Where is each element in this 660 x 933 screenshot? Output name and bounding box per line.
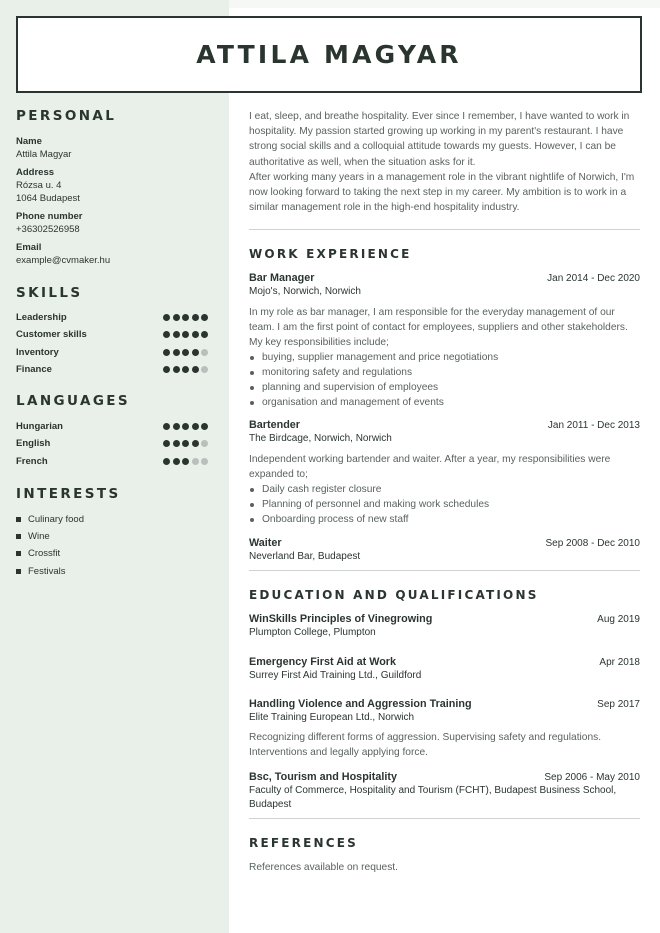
rating-dot-filled-icon xyxy=(163,314,170,321)
languages-title: LANGUAGES xyxy=(16,393,131,409)
rating-dot-filled-icon xyxy=(182,349,189,356)
rating-dot-filled-icon xyxy=(173,331,180,338)
list-item: planning and supervision of employees xyxy=(249,380,640,395)
interest-item xyxy=(16,513,84,525)
rating-dot-filled-icon xyxy=(163,458,170,465)
rating-dot-empty-icon xyxy=(201,349,208,356)
job-title: Bartender xyxy=(249,419,301,431)
job-employer: Neverland Bar, Budapest xyxy=(249,551,361,562)
education-entry xyxy=(249,698,640,760)
rating-dot-filled-icon xyxy=(192,349,199,356)
qualification-date: Sep 2006 - May 2010 xyxy=(544,772,640,783)
skill-label: Leadership xyxy=(16,311,67,323)
interest-item xyxy=(16,530,50,542)
qualification-title: Handling Violence and Aggression Training xyxy=(249,698,472,710)
job-date: Sep 2008 - Dec 2010 xyxy=(545,538,640,549)
list-item: monitoring safety and regulations xyxy=(249,365,640,380)
list-item: buying, supplier management and price negotiations xyxy=(249,350,640,365)
rating-dot-filled-icon xyxy=(182,458,189,465)
name-label: Name xyxy=(16,136,42,147)
interest-item xyxy=(16,565,65,577)
rating-dot-filled-icon xyxy=(201,331,208,338)
job-description: In my role as bar manager, I am responsible for the everyday management of our team. I am the first point of contact for employees, suppliers and other stakeholders. My key responsibilities include; xyxy=(249,307,628,348)
rating-dot-filled-icon xyxy=(192,440,199,447)
phone-label: Phone number xyxy=(16,211,83,222)
rating-dot-filled-icon xyxy=(173,349,180,356)
square-bullet-icon xyxy=(16,551,21,556)
skills-title: SKILLS xyxy=(16,285,83,301)
rating-dot-filled-icon xyxy=(182,440,189,447)
skill-row xyxy=(16,328,208,340)
education-entry xyxy=(249,613,640,640)
qualification-title: WinSkills Principles of Vinegrowing xyxy=(249,613,433,625)
interest-label: Crossfit xyxy=(28,547,61,559)
square-bullet-icon xyxy=(16,569,21,574)
list-item: Planning of personnel and making work schedules xyxy=(249,497,640,512)
square-bullet-icon xyxy=(16,517,21,522)
language-label: English xyxy=(16,437,51,449)
rating-dot-filled-icon xyxy=(182,366,189,373)
rating-dot-empty-icon xyxy=(192,458,199,465)
language-label: Hungarian xyxy=(16,420,63,432)
responsibility-list xyxy=(249,350,640,410)
rating-dot-filled-icon xyxy=(192,423,199,430)
institution: Elite Training European Ltd., Norwich xyxy=(249,712,415,723)
job-title: Waiter xyxy=(249,537,282,549)
profile-summary xyxy=(249,109,640,215)
language-row xyxy=(16,455,208,467)
personal-title: PERSONAL xyxy=(16,108,117,124)
qualification-date: Aug 2019 xyxy=(597,614,640,625)
rating-dot-filled-icon xyxy=(192,366,199,373)
skill-row xyxy=(16,346,208,358)
qualification-date: Apr 2018 xyxy=(599,657,640,668)
rating-dot-filled-icon xyxy=(163,331,170,338)
skill-label: Inventory xyxy=(16,346,59,358)
rating-dots xyxy=(163,458,208,465)
education-title: EDUCATION AND QUALIFICATIONS xyxy=(249,588,539,602)
rating-dot-filled-icon xyxy=(192,331,199,338)
institution: Faculty of Commerce, Hospitality and Tourism (FCHT), Budapest Business School, Budapest xyxy=(249,785,617,810)
references-text: References available on request. xyxy=(249,862,398,873)
interest-label: Festivals xyxy=(28,565,66,577)
address-line1: Rózsa u. 4 xyxy=(16,180,62,191)
rating-dots xyxy=(163,440,208,447)
divider xyxy=(249,818,640,819)
rating-dots xyxy=(163,423,208,430)
rating-dot-filled-icon xyxy=(182,423,189,430)
rating-dot-filled-icon xyxy=(173,314,180,321)
skill-label: Finance xyxy=(16,363,52,375)
rating-dot-filled-icon xyxy=(201,314,208,321)
rating-dot-filled-icon xyxy=(163,440,170,447)
rating-dot-empty-icon xyxy=(201,366,208,373)
rating-dot-filled-icon xyxy=(173,458,180,465)
job-title: Bar Manager xyxy=(249,272,315,284)
phone-value: +36302526958 xyxy=(16,224,80,235)
rating-dot-filled-icon xyxy=(163,349,170,356)
rating-dots xyxy=(163,349,208,356)
job-description: Independent working bartender and waiter. After a year, my responsibilities were expanded to; xyxy=(249,454,611,480)
rating-dot-filled-icon xyxy=(182,314,189,321)
list-item: organisation and management of events xyxy=(249,395,640,410)
candidate-name: ATTILA MAGYAR xyxy=(196,40,462,69)
qualification-title: Emergency First Aid at Work xyxy=(249,656,396,668)
work-experience-title: WORK EXPERIENCE xyxy=(249,247,412,261)
institution: Plumpton College, Plumpton xyxy=(249,627,376,638)
rating-dot-filled-icon xyxy=(201,423,208,430)
language-row xyxy=(16,420,208,432)
interests-title: INTERESTS xyxy=(16,486,121,502)
interest-label: Wine xyxy=(28,530,50,542)
top-strip xyxy=(229,0,660,8)
job-date: Jan 2014 - Dec 2020 xyxy=(547,273,640,284)
qualification-date: Sep 2017 xyxy=(597,699,640,710)
rating-dots xyxy=(163,331,208,338)
rating-dot-empty-icon xyxy=(201,458,208,465)
references-title: REFERENCES xyxy=(249,836,358,850)
interest-item xyxy=(16,547,60,559)
rating-dot-empty-icon xyxy=(201,440,208,447)
email-label: Email xyxy=(16,242,42,253)
job-date: Jan 2011 - Dec 2013 xyxy=(547,420,640,431)
list-item: Onboarding process of new staff xyxy=(249,512,640,527)
education-entry xyxy=(249,656,640,683)
language-label: French xyxy=(16,455,48,467)
job-entry xyxy=(249,537,640,564)
profile-paragraph-1: I eat, sleep, and breathe hospitality. Ever since I remember, I have wanted to work in hospitality. My passion started growing up working in my parent's restaurant. I have strong social skills and a colloquial attitude towards my guests. However, I can be authoritative as well, when the situation asks for it. xyxy=(249,111,630,168)
rating-dot-filled-icon xyxy=(163,366,170,373)
education-entry xyxy=(249,771,640,812)
job-entry xyxy=(249,419,640,527)
list-item: Daily cash register closure xyxy=(249,482,640,497)
rating-dot-filled-icon xyxy=(163,423,170,430)
rating-dot-filled-icon xyxy=(182,331,189,338)
interest-label: Culinary food xyxy=(28,513,84,525)
name-value: Attila Magyar xyxy=(16,149,72,160)
job-employer: Mojo's, Norwich, Norwich xyxy=(249,286,361,297)
skill-row xyxy=(16,311,208,323)
personal-address xyxy=(16,166,80,205)
address-line2: 1064 Budapest xyxy=(16,193,80,204)
qualification-description: Recognizing different forms of aggression. Supervising safety and regulations. Interventions and legally applying force. xyxy=(249,732,602,758)
rating-dots xyxy=(163,314,208,321)
address-label: Address xyxy=(16,167,55,178)
personal-phone xyxy=(16,210,83,236)
language-row xyxy=(16,437,208,449)
personal-name xyxy=(16,135,71,161)
skill-label: Customer skills xyxy=(16,328,87,340)
qualification-title: Bsc, Tourism and Hospitality xyxy=(249,771,397,783)
rating-dot-filled-icon xyxy=(173,440,180,447)
personal-email xyxy=(16,241,110,267)
rating-dot-filled-icon xyxy=(173,366,180,373)
divider xyxy=(249,229,640,230)
institution: Surrey First Aid Training Ltd., Guildford xyxy=(249,670,422,681)
rating-dot-filled-icon xyxy=(173,423,180,430)
skill-row xyxy=(16,363,208,375)
rating-dot-filled-icon xyxy=(192,314,199,321)
job-entry xyxy=(249,272,640,410)
responsibility-list xyxy=(249,482,640,527)
email-value: example@cvmaker.hu xyxy=(16,255,111,266)
job-employer: The Birdcage, Norwich, Norwich xyxy=(249,433,392,444)
name-header xyxy=(16,16,642,93)
divider xyxy=(249,570,640,571)
rating-dots xyxy=(163,366,208,373)
square-bullet-icon xyxy=(16,534,21,539)
profile-paragraph-2: After working many years in a management role in the vibrant nightlife of Norwich, I'm now looking forward to taking the next step in my career. My ambition is to work in a similar management role in the high-end hospitality industry. xyxy=(249,171,635,214)
